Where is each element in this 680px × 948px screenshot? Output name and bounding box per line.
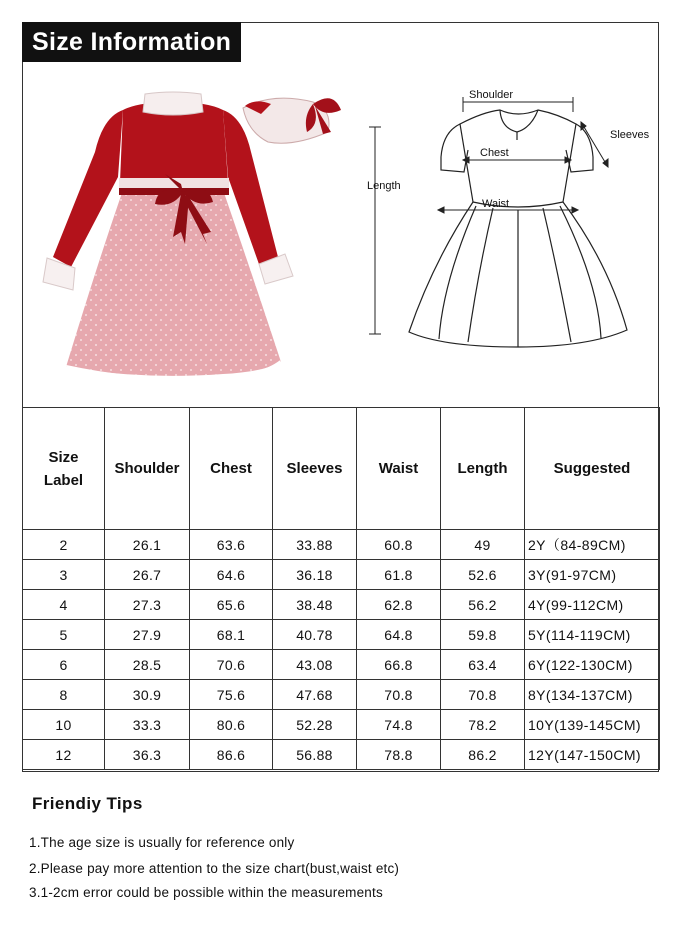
label-sleeves: Sleeves xyxy=(610,129,650,141)
dress-illustration xyxy=(23,62,658,408)
header-suggested: Suggested xyxy=(525,408,660,530)
header-waist: Waist xyxy=(357,408,441,530)
table-row: 10 33.3 80.6 52.28 74.8 78.2 10Y(139-145CM) xyxy=(23,710,660,740)
tip-item: 2.Please pay more attention to the size chart(bust,waist etc) xyxy=(29,861,400,876)
header-chest: Chest xyxy=(190,408,273,530)
header-sleeves: Sleeves xyxy=(273,408,357,530)
table-row: 3 26.7 64.6 36.18 61.8 52.6 3Y(91-97CM) xyxy=(23,560,660,590)
table-row: 5 27.9 68.1 40.78 64.8 59.8 5Y(114-119CM) xyxy=(23,620,660,650)
table-row: 4 27.3 65.6 38.48 62.8 56.2 4Y(99-112CM) xyxy=(23,590,660,620)
label-chest: Chest xyxy=(480,147,509,159)
table-row: 12 36.3 86.6 56.88 78.8 86.2 12Y(147-150CM) xyxy=(23,740,660,770)
table-row: 8 30.9 75.6 47.68 70.8 70.8 8Y(134-137CM) xyxy=(23,680,660,710)
header-size-label: Size Label xyxy=(23,408,105,530)
table-row: 6 28.5 70.6 43.08 66.8 63.4 6Y(122-130CM) xyxy=(23,650,660,680)
table-header-row xyxy=(23,408,660,530)
size-table xyxy=(22,407,660,770)
page-title: Size Information xyxy=(22,22,241,62)
label-waist: Waist xyxy=(482,198,510,210)
header-length: Length xyxy=(441,408,525,530)
dress-photo xyxy=(43,92,341,380)
header-shoulder: Shoulder xyxy=(105,408,190,530)
measurement-diagram xyxy=(409,110,627,347)
label-shoulder: Shoulder xyxy=(469,89,514,101)
tips-title: Friendiy Tips xyxy=(32,794,143,813)
tip-item: 1.The age size is usually for reference only xyxy=(29,835,295,850)
tip-item: 3.1-2cm error could be possible within the measurements xyxy=(29,885,383,900)
label-length: Length xyxy=(367,180,401,192)
table-row: 2 26.1 63.6 33.88 60.8 49 2Y（84-89CM) xyxy=(23,530,660,560)
